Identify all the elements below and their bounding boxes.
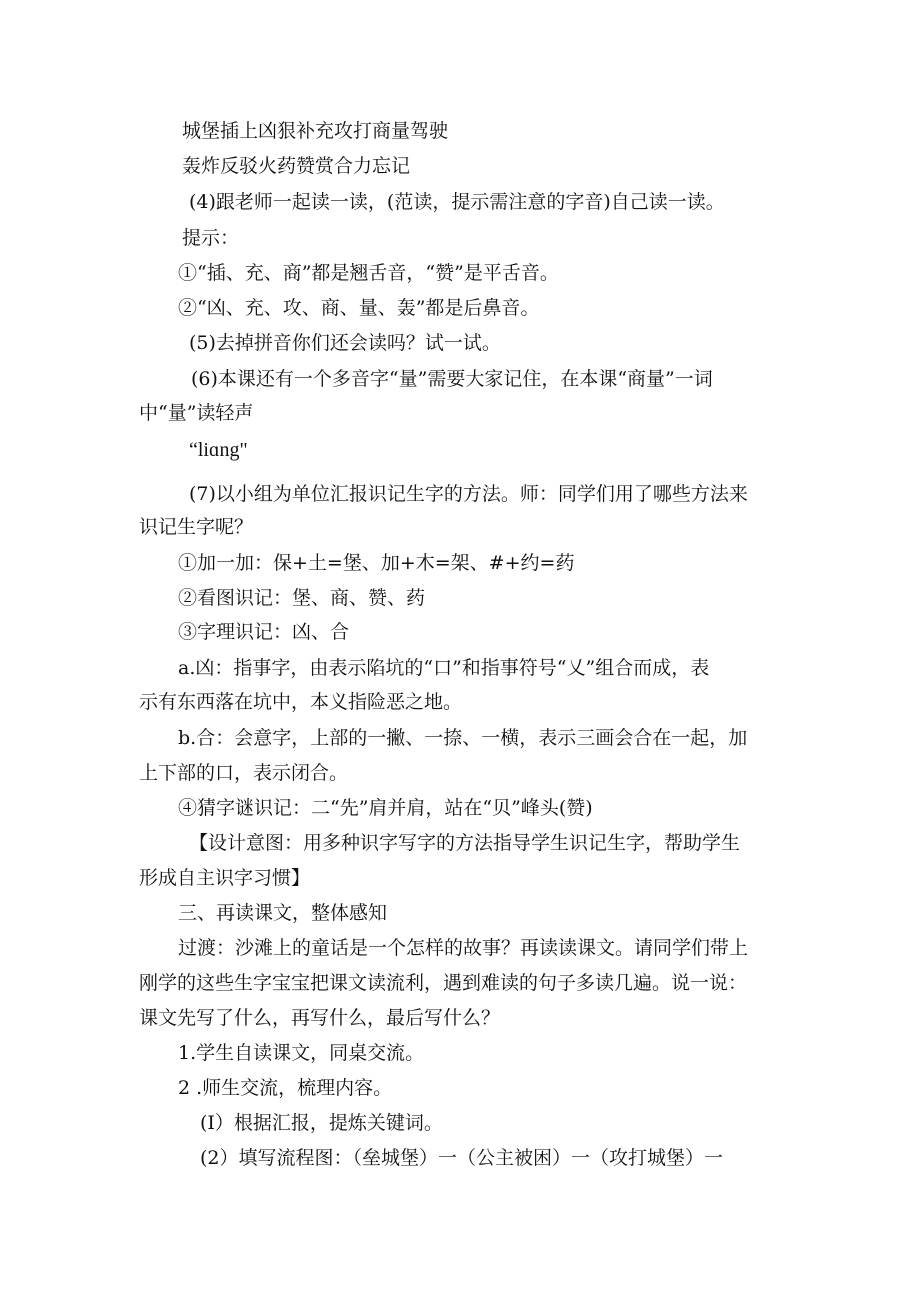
explain-b-continued: 上下部的口，表示闭合。 (139, 762, 349, 784)
explain-a: a.凶：指事字，由表示陷坑的“口”和指事符号“乂”组合而成，表 (178, 657, 710, 679)
hint-heading: 提示： (182, 227, 240, 249)
method-2: ②看图识记：堡、商、赞、药 (178, 587, 426, 609)
method-1: ①加一加：保+土=堡、加+木=架、#+约=药 (178, 552, 575, 574)
explain-b: b.合：会意字，上部的一撇、一捺、一横，表示三画会合在一起，加 (178, 727, 748, 749)
design-intent: 【设计意图：用多种识字写字的方法指导学生识记生字，帮助学生 (189, 832, 741, 854)
hint-item-1: ①“插、充、商”都是翘舌音，“赞”是平舌音。 (178, 262, 559, 284)
pinyin-liang: “liɑng" (189, 439, 248, 461)
transition-continued-1: 刚学的这些生字宝宝把课文读流利，遇到难读的句子多读几遍。说一说： (139, 972, 748, 994)
method-3: ③字理识记：凶、合 (178, 621, 350, 643)
step-4-text: (4)跟老师一起读一读，(范读，提示需注意的字音)自己读一读。 (189, 191, 725, 213)
step-5-text: (5)去掉拼音你们还会读吗？试一试。 (189, 332, 501, 354)
activity-2-step-1: (I）根据汇报，提炼关键词。 (200, 1112, 443, 1134)
design-intent-continued: 形成自主识字习惯】 (139, 867, 311, 889)
vocab-line-2: 轰炸反驳火药赞赏合力忘记 (182, 155, 411, 177)
transition-continued-2: 课文先写了什么，再写什么，最后写什么？ (139, 1007, 501, 1029)
activity-2: 2 .师生交流，梳理内容。 (178, 1077, 393, 1099)
activity-2-step-2: (2）填写流程图：（垒城堡）一（公主被困）一（攻打城堡）一 (200, 1147, 724, 1169)
step-6-continued: 中“量”读轻声 (139, 402, 254, 424)
activity-1: 1.学生自读课文，同桌交流。 (178, 1042, 425, 1064)
step-6-text: (6)本课还有一个多音字“量”需要大家记住，在本课“商量”一词 (191, 368, 713, 390)
transition-text: 过渡：沙滩上的童话是一个怎样的故事？再读读课文。请同学们带上 (178, 937, 749, 959)
method-4: ④猜字谜识记：二“先”肩并肩，站在“贝”峰头(赞) (178, 797, 593, 819)
hint-item-2: ②“凶、充、攻、商、量、轰”都是后鼻音。 (178, 297, 540, 319)
section-3-heading: 三、再读课文，整体感知 (178, 902, 388, 924)
vocab-line-1: 城堡插上凶狠补充攻打商量驾驶 (182, 120, 449, 142)
step-7-continued: 识记生字呢？ (139, 516, 254, 538)
explain-a-continued: 示有东西落在坑中，本义指险恶之地。 (139, 691, 463, 713)
step-7-text: (7)以小组为单位汇报识记生字的方法。师：同学们用了哪些方法来 (189, 483, 748, 505)
